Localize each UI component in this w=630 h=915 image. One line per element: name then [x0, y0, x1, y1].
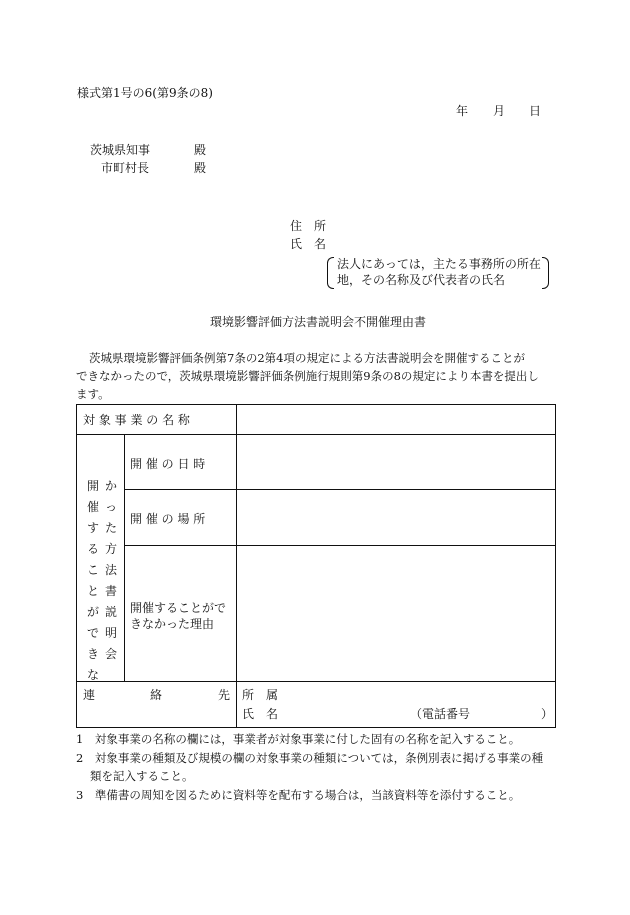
corporate-note-bracket: [327, 256, 549, 290]
form-number: 様式第1号の6(第9条の8): [77, 86, 213, 100]
date-year-label: 年: [456, 104, 469, 118]
vcol2-char: 書: [104, 584, 117, 598]
phone-label: （電話番号: [410, 707, 471, 721]
vcol1-char: な: [86, 668, 99, 682]
group-divider: [124, 434, 125, 682]
corporate-note: [337, 256, 541, 288]
vcol1-char: 開: [86, 479, 99, 493]
body-line2: できなかったので，茨城県環境影響評価条例施行規則第9条の8の規定により本書を提出し: [76, 369, 539, 383]
body-line1: 茨城県環境影響評価条例第7条の2第4項の規定による方法書説明会を開催することが: [89, 351, 525, 365]
corporate-note-line2: 地，その名称及び代表者の氏名: [337, 273, 506, 287]
table-border-right: [555, 404, 556, 728]
document-title: 環境影響評価方法書説明会不開催理由書: [210, 315, 427, 329]
table-label-divider: [236, 404, 237, 728]
vcol2-char: っ: [104, 500, 117, 514]
table-border-top: [76, 404, 556, 405]
group-label-col1: [86, 476, 100, 686]
date-label: 開 催 の 日 時: [130, 457, 206, 471]
corporate-note-line1: 法人にあっては，主たる事務所の所在: [337, 257, 541, 271]
vcol2-char: か: [104, 479, 117, 493]
addressee-governor: 茨城県知事: [90, 143, 151, 157]
addressee-mayor: 市町村長: [101, 161, 150, 175]
vcol1-char: 催: [86, 500, 99, 514]
group-label-col2: [104, 476, 118, 665]
note-2-line1: 2 対象事業の種類及び規模の欄の対象事業の種類については，条例別表に掲げる事業の種: [76, 751, 544, 765]
contact-name-label: 氏 名: [242, 707, 279, 721]
note-3: 3 準備書の周知を図るために資料等を配布する場合は，当該資料等を添付すること。: [76, 788, 521, 802]
contact-label-1: 連: [83, 688, 96, 702]
vcol2-char: 会: [104, 647, 117, 661]
vcol1-char: き: [86, 647, 99, 661]
vcol1-char: こ: [86, 563, 99, 577]
vcol1-char: と: [86, 584, 99, 598]
row-divider-3: [124, 545, 556, 546]
date-day-label: 日: [529, 104, 542, 118]
vcol1-char: が: [86, 605, 99, 619]
right-bracket: [542, 257, 549, 289]
name-label: 氏 名: [290, 237, 327, 251]
reason-label-line1: 開催することがで: [130, 601, 227, 615]
vcol2-char: 方: [104, 542, 117, 556]
table-border-left: [76, 404, 77, 728]
vcol1-char: で: [86, 626, 99, 640]
vcol1-char: す: [86, 521, 99, 535]
vcol2-char: 明: [104, 626, 117, 640]
vcol2-char: た: [104, 521, 117, 535]
row-divider-2: [124, 489, 556, 490]
place-label: 開 催 の 場 所: [130, 512, 206, 526]
reason-label: [130, 600, 226, 632]
vcol2-char: 説: [104, 605, 117, 619]
project-name-label: 対 象 事 業 の 名 称: [83, 413, 190, 427]
note-2-line2: 類を記入すること。: [90, 769, 194, 783]
note-1: 1 対象事業の名称の欄には，事業者が対象事業に付した固有の名称を記入すること。: [76, 732, 521, 746]
affiliation-label: 所 属: [242, 688, 279, 702]
vcol2-char: 法: [104, 563, 117, 577]
phone-close: ）: [541, 707, 554, 721]
honorific-mayor: 殿: [194, 161, 207, 175]
contact-label-3: 先: [218, 688, 231, 702]
address-label: 住 所: [290, 219, 327, 233]
contact-label-2: 絡: [150, 688, 163, 702]
vcol1-char: る: [86, 542, 99, 556]
left-bracket: [327, 257, 334, 289]
body-line3: ます。: [76, 387, 110, 401]
row-divider-4: [76, 681, 556, 682]
row-divider-1: [76, 434, 556, 435]
date-month-label: 月: [493, 104, 506, 118]
table-border-bottom: [76, 727, 556, 728]
honorific-governor: 殿: [194, 143, 207, 157]
reason-label-line2: きなかった理由: [130, 617, 215, 631]
